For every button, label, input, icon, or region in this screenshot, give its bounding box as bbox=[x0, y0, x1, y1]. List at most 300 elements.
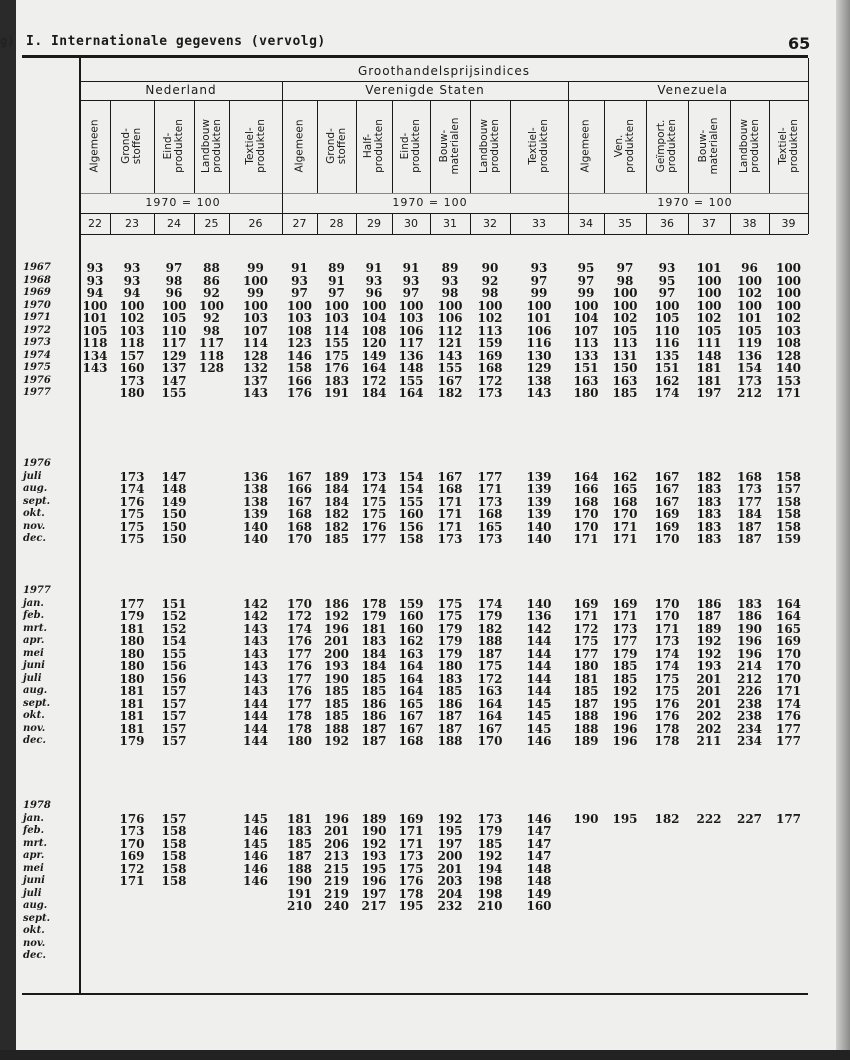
table-cell: 179 bbox=[437, 621, 463, 636]
table-cell: 179 bbox=[437, 646, 463, 661]
table-cell: 96 bbox=[165, 286, 183, 300]
table-cell: 171 bbox=[612, 609, 638, 623]
table-cell: 147 bbox=[161, 469, 187, 484]
table-cell: 145 bbox=[526, 709, 552, 723]
column-header-39 bbox=[769, 100, 808, 192]
table-row bbox=[80, 875, 808, 888]
row-label: nov. bbox=[23, 937, 46, 949]
table-cell: 110 bbox=[654, 323, 680, 338]
table-cell: 185 bbox=[477, 836, 503, 851]
table-cell: 100 bbox=[361, 298, 387, 313]
column-number: 23 bbox=[125, 217, 139, 230]
table-cell: 113 bbox=[477, 323, 503, 338]
column-header-label: Landbouw produkten bbox=[199, 119, 223, 173]
table-cell: 157 bbox=[161, 721, 187, 736]
table-cell: 143 bbox=[526, 386, 552, 400]
table-cell: 171 bbox=[573, 532, 599, 546]
table-cell: 146 bbox=[242, 849, 269, 863]
table-cell: 146 bbox=[286, 348, 313, 363]
table-cell: 162 bbox=[654, 373, 680, 388]
table-cell: 164 bbox=[398, 684, 424, 698]
table-row bbox=[80, 262, 808, 275]
table-cell: 89 bbox=[328, 261, 345, 275]
table-cell: 167 bbox=[437, 373, 463, 388]
table-cell: 184 bbox=[736, 507, 763, 521]
table-cell: 163 bbox=[573, 373, 599, 388]
row-label: okt. bbox=[23, 508, 45, 519]
row-label: aug. bbox=[23, 483, 48, 494]
table-cell: 163 bbox=[398, 646, 424, 661]
row-label: sept. bbox=[23, 912, 51, 924]
table-cell: 181 bbox=[119, 721, 145, 736]
column-rule bbox=[356, 213, 357, 234]
table-cell: 180 bbox=[119, 634, 145, 648]
table-cell: 170 bbox=[119, 836, 145, 851]
table-cell: 185 bbox=[612, 386, 638, 400]
table-cell: 182 bbox=[323, 507, 350, 521]
table-cell: 172 bbox=[477, 373, 503, 388]
table-cell: 181 bbox=[119, 696, 145, 711]
table-cell: 157 bbox=[119, 348, 145, 363]
column-rule bbox=[604, 100, 605, 193]
table-cell: 190 bbox=[736, 621, 763, 636]
table-cell: 102 bbox=[696, 311, 722, 325]
basis-venezuela: 1970 = 100 bbox=[645, 196, 745, 209]
table-cell: 170 bbox=[775, 671, 802, 686]
column-rule bbox=[470, 100, 471, 193]
table-cell: 139 bbox=[526, 494, 552, 509]
table-cell: 88 bbox=[203, 261, 220, 275]
table-cell: 100 bbox=[286, 298, 313, 313]
table-cell: 136 bbox=[526, 609, 552, 623]
table-cell: 146 bbox=[526, 734, 552, 748]
table-cell: 238 bbox=[736, 709, 763, 723]
table-cell: 171 bbox=[437, 507, 463, 521]
column-number: 33 bbox=[532, 217, 546, 230]
table-cell: 192 bbox=[323, 734, 350, 748]
table-cell: 186 bbox=[736, 609, 763, 623]
table-cell: 175 bbox=[654, 684, 680, 698]
table-cell: 180 bbox=[119, 646, 145, 661]
table-cell: 184 bbox=[361, 646, 387, 661]
table-cell: 183 bbox=[437, 671, 463, 686]
table-cell: 100 bbox=[323, 298, 350, 313]
table-cell: 171 bbox=[573, 609, 599, 623]
table-cell: 177 bbox=[477, 469, 503, 484]
table-cell: 98 bbox=[203, 323, 220, 338]
table-cell: 157 bbox=[775, 482, 802, 496]
table-cell: 201 bbox=[437, 861, 463, 876]
table-cell: 173 bbox=[119, 373, 145, 388]
table-cell: 140 bbox=[242, 519, 269, 534]
top-rule bbox=[22, 55, 808, 58]
table-cell: 104 bbox=[573, 311, 599, 325]
table-cell: 136 bbox=[398, 348, 424, 363]
table-cell: 183 bbox=[696, 532, 722, 546]
table-cell: 157 bbox=[161, 709, 187, 723]
table-cell: 131 bbox=[612, 348, 638, 363]
table-cell: 149 bbox=[526, 886, 552, 901]
table-cell: 177 bbox=[286, 671, 313, 686]
table-cell: 100 bbox=[696, 286, 722, 300]
table-cell: 146 bbox=[242, 861, 269, 876]
table-cell: 183 bbox=[696, 482, 722, 496]
table-cell: 177 bbox=[573, 646, 599, 661]
table-cell: 97 bbox=[165, 261, 183, 275]
table-cell: 197 bbox=[437, 836, 463, 851]
column-header-31 bbox=[430, 100, 470, 192]
table-cell: 195 bbox=[437, 824, 463, 838]
table-cell: 166 bbox=[286, 373, 313, 388]
table-cell: 193 bbox=[696, 659, 722, 673]
table-row bbox=[80, 387, 808, 400]
table-cell: 187 bbox=[477, 646, 503, 661]
table-cell: 196 bbox=[323, 621, 350, 636]
table-cell: 91 bbox=[328, 273, 345, 288]
table-cell: 106 bbox=[437, 311, 463, 325]
table-cell: 104 bbox=[361, 311, 387, 325]
table-cell: 96 bbox=[365, 286, 383, 300]
table-cell: 147 bbox=[526, 849, 552, 863]
table-cell: 97 bbox=[291, 286, 308, 300]
table-cell: 147 bbox=[526, 824, 552, 838]
table-cell: 186 bbox=[323, 596, 350, 611]
table-cell: 169 bbox=[398, 811, 424, 826]
table-cell: 100 bbox=[573, 298, 599, 313]
table-cell: 162 bbox=[398, 634, 424, 648]
table-cell: 105 bbox=[696, 323, 722, 338]
table-cell: 155 bbox=[161, 646, 187, 661]
table-cell: 174 bbox=[654, 659, 680, 673]
table-cell: 168 bbox=[437, 482, 463, 496]
table-cell: 123 bbox=[286, 336, 313, 350]
table-cell: 101 bbox=[526, 311, 552, 325]
table-cell: 93 bbox=[365, 273, 383, 288]
table-cell: 169 bbox=[612, 596, 638, 611]
table-cell: 181 bbox=[361, 621, 387, 636]
table-cell: 172 bbox=[477, 671, 503, 686]
table-cell: 159 bbox=[477, 336, 503, 350]
table-cell: 185 bbox=[323, 709, 350, 723]
column-rule bbox=[430, 100, 431, 193]
table-cell: 169 bbox=[119, 849, 145, 863]
table-cell: 167 bbox=[654, 482, 680, 496]
table-cell: 168 bbox=[286, 507, 313, 521]
table-cell: 158 bbox=[775, 494, 802, 509]
column-header-label: Algemeen bbox=[293, 119, 305, 173]
row-label: apr. bbox=[23, 635, 45, 646]
table-cell: 188 bbox=[477, 634, 503, 648]
table-cell: 151 bbox=[161, 596, 187, 611]
table-cell: 155 bbox=[323, 336, 350, 350]
table-cell: 179 bbox=[477, 609, 503, 623]
table-cell: 195 bbox=[612, 811, 638, 826]
row-label: nov. bbox=[23, 520, 46, 532]
column-rule bbox=[646, 100, 647, 193]
table-cell: 99 bbox=[247, 261, 264, 275]
table-cell: 171 bbox=[437, 519, 463, 534]
table-cell: 103 bbox=[775, 323, 802, 338]
table-cell: 178 bbox=[361, 596, 387, 611]
column-header-36 bbox=[646, 100, 688, 192]
table-cell: 175 bbox=[654, 671, 680, 686]
table-cell: 185 bbox=[323, 684, 350, 698]
table-cell: 150 bbox=[161, 532, 187, 546]
column-header-label: Textiel- produkten bbox=[776, 119, 800, 173]
table-cell: 140 bbox=[526, 596, 552, 611]
table-cell: 96 bbox=[741, 261, 758, 275]
table-cell: 146 bbox=[242, 874, 269, 888]
table-cell: 155 bbox=[437, 361, 463, 375]
table-cell: 195 bbox=[612, 696, 638, 711]
table-cell: 157 bbox=[161, 684, 187, 698]
table-cell: 103 bbox=[119, 323, 145, 338]
column-number: 30 bbox=[404, 217, 418, 230]
table-cell: 146 bbox=[242, 824, 269, 838]
table-cell: 172 bbox=[119, 861, 145, 876]
table-cell: 187 bbox=[696, 609, 722, 623]
column-rule bbox=[688, 100, 689, 193]
table-cell: 160 bbox=[398, 507, 424, 521]
table-cell: 180 bbox=[286, 734, 313, 748]
page-edge bbox=[836, 0, 850, 1060]
table-cell: 144 bbox=[526, 646, 552, 661]
table-cell: 186 bbox=[361, 709, 387, 723]
row-label: okt. bbox=[23, 925, 45, 936]
table-cell: 165 bbox=[477, 519, 503, 534]
table-cell: 159 bbox=[775, 532, 802, 546]
table-cell: 157 bbox=[161, 734, 187, 748]
table-cell: 175 bbox=[361, 507, 387, 521]
table-cell: 100 bbox=[477, 298, 503, 313]
table-cell: 170 bbox=[654, 532, 680, 546]
column-rule bbox=[730, 100, 731, 193]
column-number: 37 bbox=[702, 217, 716, 230]
table-cell: 187 bbox=[437, 721, 463, 736]
table-cell: 154 bbox=[398, 469, 424, 484]
row-label: dec. bbox=[23, 950, 46, 961]
table-cell: 169 bbox=[573, 596, 599, 611]
table-cell: 164 bbox=[398, 671, 424, 686]
column-header-32 bbox=[470, 100, 510, 192]
column-header-label: Algemeen bbox=[579, 119, 592, 173]
table-cell: 154 bbox=[736, 361, 763, 375]
table-cell: 170 bbox=[775, 646, 802, 661]
table-cell: 219 bbox=[323, 886, 350, 901]
table-cell: 143 bbox=[242, 634, 269, 648]
table-cell: 158 bbox=[775, 507, 802, 521]
column-header-33 bbox=[510, 100, 568, 192]
country-verenigde-staten: Verenigde Staten bbox=[365, 83, 485, 97]
column-rule bbox=[808, 58, 809, 234]
column-rule bbox=[154, 100, 155, 193]
table-cell: 187 bbox=[736, 532, 763, 546]
table-cell: 167 bbox=[477, 721, 503, 736]
row-label: juli bbox=[23, 470, 42, 482]
table-cell: 97 bbox=[402, 286, 420, 300]
table-cell: 185 bbox=[573, 684, 599, 698]
table-cell: 176 bbox=[398, 874, 424, 888]
table-cell: 108 bbox=[286, 323, 313, 338]
table-cell: 139 bbox=[526, 469, 552, 484]
table-cell: 142 bbox=[242, 609, 269, 623]
running-head: I. Internationale gegevens (vervolg) bbox=[26, 34, 326, 49]
column-header-label: Bouw- materialen bbox=[438, 117, 461, 175]
table-cell: 93 bbox=[123, 273, 141, 288]
table-cell: 116 bbox=[526, 336, 552, 350]
table-cell: 147 bbox=[161, 373, 187, 388]
column-header-label: Half- produkten bbox=[362, 119, 385, 173]
column-header-label: Grond- stoffen bbox=[324, 127, 348, 165]
table-cell: 168 bbox=[286, 519, 313, 534]
table-cell: 174 bbox=[477, 596, 503, 611]
table-cell: 175 bbox=[573, 634, 599, 648]
table-cell: 100 bbox=[242, 273, 269, 288]
column-number: 24 bbox=[167, 217, 181, 230]
column-number: 26 bbox=[248, 217, 263, 230]
column-rule bbox=[510, 213, 511, 234]
table-cell: 102 bbox=[612, 311, 638, 325]
table-cell: 173 bbox=[477, 386, 503, 400]
table-cell: 182 bbox=[654, 811, 680, 826]
column-number: 29 bbox=[367, 217, 381, 230]
table-cell: 197 bbox=[361, 886, 387, 901]
table-cell: 196 bbox=[736, 646, 763, 661]
table-cell: 93 bbox=[530, 261, 548, 275]
table-cell: 171 bbox=[398, 824, 424, 838]
table-cell: 183 bbox=[323, 373, 350, 388]
table-cell: 184 bbox=[323, 494, 350, 509]
table-cell: 148 bbox=[398, 361, 424, 375]
column-header-label: Ven. produkten bbox=[613, 119, 636, 173]
table-cell: 212 bbox=[736, 671, 763, 686]
table-cell: 190 bbox=[323, 671, 350, 686]
table-cell: 148 bbox=[526, 861, 552, 876]
table-cell: 185 bbox=[323, 532, 350, 546]
table-cell: 164 bbox=[775, 596, 802, 611]
table-cell: 113 bbox=[573, 336, 599, 350]
table-cell: 100 bbox=[612, 286, 638, 300]
table-cell: 100 bbox=[736, 273, 763, 288]
table-cell: 189 bbox=[323, 469, 350, 484]
table-cell: 185 bbox=[361, 684, 387, 698]
page-number: 65 bbox=[788, 34, 811, 53]
column-rule bbox=[730, 213, 731, 234]
row-label: mrt. bbox=[23, 837, 47, 849]
column-number: 32 bbox=[483, 217, 497, 230]
column-header-label: Landbouw produkten bbox=[478, 119, 501, 173]
table-cell: 184 bbox=[361, 386, 387, 400]
table-cell: 154 bbox=[398, 482, 424, 496]
table-cell: 204 bbox=[437, 886, 463, 901]
table-cell: 177 bbox=[612, 634, 638, 648]
table-cell: 173 bbox=[361, 469, 387, 484]
table-cell: 201 bbox=[696, 671, 722, 686]
table-cell: 103 bbox=[242, 311, 269, 325]
table-cell: 93 bbox=[86, 273, 104, 288]
table-row bbox=[80, 312, 808, 325]
table-cell: 142 bbox=[242, 596, 269, 611]
table-cell: 176 bbox=[361, 519, 387, 534]
table-row bbox=[80, 362, 808, 375]
table-cell: 182 bbox=[696, 469, 722, 484]
table-cell: 100 bbox=[736, 298, 763, 313]
row-label: 1969 bbox=[23, 287, 51, 298]
table-cell: 156 bbox=[161, 659, 187, 673]
column-rule bbox=[769, 213, 770, 234]
table-cell: 164 bbox=[361, 361, 387, 375]
table-cell: 186 bbox=[696, 596, 722, 611]
table-row bbox=[80, 585, 808, 598]
table-cell: 171 bbox=[119, 874, 145, 888]
table-cell: 175 bbox=[398, 861, 424, 876]
table-cell: 100 bbox=[775, 298, 802, 313]
table-cell: 192 bbox=[477, 849, 503, 863]
table-row bbox=[80, 900, 808, 913]
table-cell: 158 bbox=[161, 861, 187, 876]
table-cell: 98 bbox=[441, 286, 459, 300]
table-cell: 192 bbox=[361, 836, 387, 851]
table-cell: 174 bbox=[286, 621, 313, 636]
table-cell: 97 bbox=[328, 286, 345, 300]
table-cell: 185 bbox=[286, 836, 313, 851]
table-cell: 177 bbox=[736, 494, 763, 509]
table-cell: 143 bbox=[437, 348, 463, 363]
table-cell: 155 bbox=[398, 494, 424, 509]
table-cell: 171 bbox=[437, 494, 463, 509]
table-cell: 136 bbox=[242, 469, 269, 484]
table-cell: 163 bbox=[477, 684, 503, 698]
column-header-23 bbox=[110, 100, 154, 192]
table-row bbox=[80, 850, 808, 863]
table-cell: 176 bbox=[654, 709, 680, 723]
table-cell: 174 bbox=[361, 482, 387, 496]
table-cell: 174 bbox=[119, 482, 145, 496]
column-header-28 bbox=[317, 100, 356, 192]
table-cell: 153 bbox=[775, 373, 802, 388]
row-label: feb. bbox=[23, 825, 45, 836]
table-row bbox=[80, 337, 808, 350]
table-cell: 211 bbox=[696, 734, 722, 748]
table-cell: 168 bbox=[612, 494, 638, 509]
row-label: 1971 bbox=[23, 312, 51, 323]
table-cell: 182 bbox=[323, 519, 350, 534]
table-cell: 178 bbox=[286, 709, 313, 723]
table-cell: 105 bbox=[654, 311, 680, 325]
table-cell: 128 bbox=[242, 348, 269, 363]
table-cell: 147 bbox=[526, 836, 552, 851]
table-cell: 92 bbox=[203, 311, 220, 325]
table-row bbox=[80, 925, 808, 938]
table-cell: 160 bbox=[119, 361, 145, 375]
column-rule bbox=[568, 81, 569, 234]
column-rule bbox=[688, 213, 689, 234]
table-cell: 100 bbox=[775, 273, 802, 288]
row-label: jan. bbox=[23, 597, 44, 609]
table-cell: 197 bbox=[696, 386, 722, 400]
table-cell: 175 bbox=[477, 659, 503, 673]
table-cell: 93 bbox=[123, 261, 141, 275]
table-row bbox=[80, 458, 808, 471]
table-cell: 213 bbox=[323, 849, 350, 863]
column-rule bbox=[510, 100, 511, 193]
table-cell: 103 bbox=[286, 311, 313, 325]
table-cell: 175 bbox=[323, 348, 350, 363]
basis-nederland: 1970 = 100 bbox=[133, 196, 233, 209]
table-cell: 128 bbox=[198, 361, 225, 375]
table-cell: 106 bbox=[526, 323, 552, 338]
table-cell: 152 bbox=[161, 621, 187, 636]
